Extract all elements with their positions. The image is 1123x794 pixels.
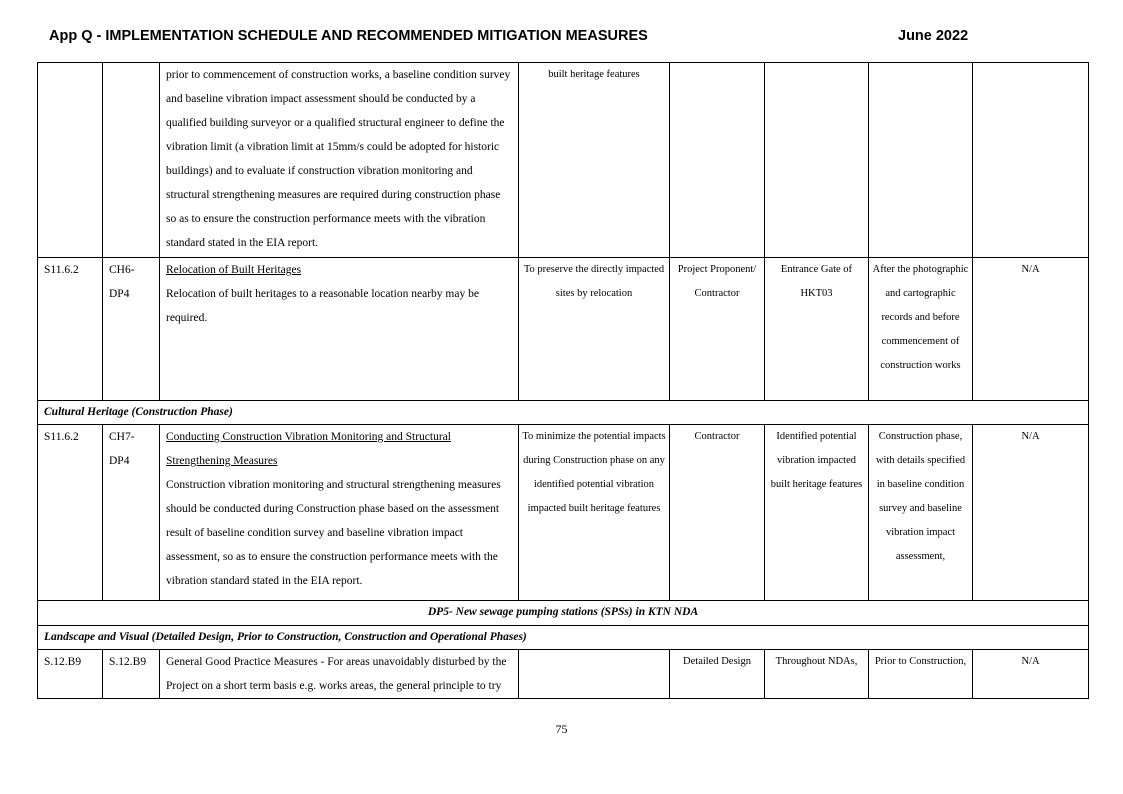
measure-title: Relocation of Built Heritages xyxy=(166,264,302,276)
code-cell xyxy=(103,63,160,258)
measure-cell: prior to commencement of construction works, a baseline condition survey and baseline vibration impact assessment should be conducted by a qualified building surveyor or a qualified structural engineer to define the vibration limit (a vibration limit at 15mm/s could be adopted for historic buildings) and to evaluate if construction vibration monitoring and structural strengthening measures are required during construction phase so as to ensure the construction performance meets with the vibration standard stated in the EIA report. xyxy=(160,63,519,258)
eia-ref-cell: S11.6.2 xyxy=(38,425,103,601)
section-heading-dp5: DP5- New sewage pumping stations (SPSs) in KTN NDA xyxy=(38,601,1089,626)
eia-ref-cell: S.12.B9 xyxy=(38,650,103,699)
requirement-cell: N/A xyxy=(973,425,1089,601)
timing-cell xyxy=(869,63,973,258)
measure-text: Relocation of built heritages to a reasonable location nearby may be required. xyxy=(166,288,479,324)
page-number: 75 xyxy=(555,722,568,736)
measure-title: Conducting Construction Vibration Monitoring and Structural Strengthening Measures xyxy=(166,431,451,467)
table-row xyxy=(38,650,1089,699)
requirement-cell: N/A xyxy=(973,258,1089,401)
eia-ref-cell xyxy=(38,63,103,258)
code-cell: S.12.B9 xyxy=(103,650,160,699)
mitigation-schedule-table xyxy=(37,62,1089,699)
table-row xyxy=(38,425,1089,601)
location-cell xyxy=(765,63,869,258)
timing-cell: Construction phase, with details specified in baseline condition survey and baseline vibration impact assessment, xyxy=(869,425,973,601)
agent-cell: Project Proponent/ Contractor xyxy=(670,258,765,401)
objective-cell: built heritage features xyxy=(519,63,670,258)
location-cell: Identified potential vibration impacted built heritage features xyxy=(765,425,869,601)
timing-cell: Prior to Construction, xyxy=(869,650,973,699)
timing-cell: After the photographic and cartographic records and before commencement of construction works xyxy=(869,258,973,401)
table-row xyxy=(38,63,1089,258)
measure-text: Construction vibration monitoring and structural strengthening measures should be conducted during Construction phase based on the assessment result of baseline condition survey and baseline vibration impact assessment, so as to ensure the construction performance meets with the vibration standard stated in the EIA report. xyxy=(166,479,501,587)
table-row xyxy=(38,258,1089,401)
location-cell: Throughout NDAs, xyxy=(765,650,869,699)
agent-cell xyxy=(670,63,765,258)
code-cell: CH6-DP4 xyxy=(103,258,160,401)
section-row xyxy=(38,601,1089,626)
eia-ref-cell: S11.6.2 xyxy=(38,258,103,401)
objective-cell: To minimize the potential impacts during Construction phase on any identified potential vibration impacted built heritage features xyxy=(519,425,670,601)
measure-cell xyxy=(160,425,519,601)
location-cell: Entrance Gate of HKT03 xyxy=(765,258,869,401)
section-heading-landscape-visual: Landscape and Visual (Detailed Design, Prior to Construction, Construction and Operational Phases) xyxy=(38,626,1089,650)
requirement-cell xyxy=(973,63,1089,258)
objective-cell: To preserve the directly impacted sites by relocation xyxy=(519,258,670,401)
measure-cell xyxy=(160,258,519,401)
document-title: App Q - IMPLEMENTATION SCHEDULE AND RECOMMENDED MITIGATION MEASURES xyxy=(49,28,648,44)
agent-cell: Detailed Design xyxy=(670,650,765,699)
measure-cell: General Good Practice Measures - For areas unavoidably disturbed by the Project on a short term basis e.g. works areas, the general principle to try xyxy=(160,650,519,699)
document-date: June 2022 xyxy=(898,28,969,44)
requirement-cell: N/A xyxy=(973,650,1089,699)
section-row xyxy=(38,401,1089,425)
agent-cell: Contractor xyxy=(670,425,765,601)
section-row xyxy=(38,626,1089,650)
section-heading-cultural-heritage: Cultural Heritage (Construction Phase) xyxy=(38,401,1089,425)
objective-cell xyxy=(519,650,670,699)
code-cell: CH7-DP4 xyxy=(103,425,160,601)
